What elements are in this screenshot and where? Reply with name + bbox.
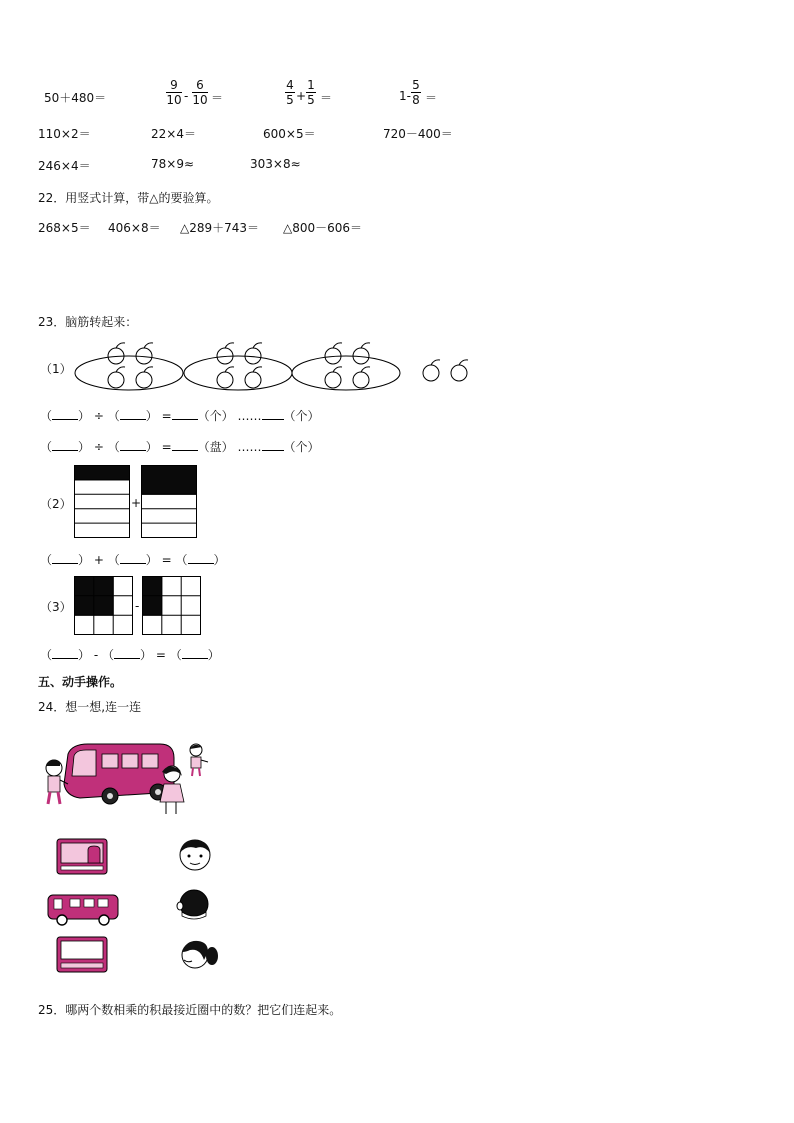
apple-icon	[108, 343, 125, 364]
apple-plates-figure	[70, 340, 480, 395]
apple-icon	[217, 343, 234, 364]
numerator: 9	[170, 78, 178, 92]
q23-part2-label: （2）	[40, 497, 72, 511]
expr-row2-4: 720－400＝	[383, 127, 453, 141]
expr-row2-3: 600×5＝	[263, 127, 316, 141]
q23-part1-label: （1）	[40, 362, 72, 376]
q22-title: 22．用竖式计算，带△的要验算。	[38, 191, 219, 205]
q23-part2-line: （ ） + （ ） = （ ）	[40, 553, 226, 567]
plus-sign: +	[131, 496, 142, 510]
denominator: 10	[166, 93, 182, 107]
plus-sign: +	[296, 89, 307, 103]
expr-row2-1: 110×2＝	[38, 127, 91, 141]
boy-head-back-icon	[176, 886, 212, 922]
expr-row3-1: 246×4＝	[38, 159, 91, 173]
apple-icon	[325, 367, 342, 388]
numerator: 6	[196, 78, 204, 92]
equals-sign: ＝	[425, 91, 438, 105]
minus-sign: -	[184, 89, 189, 103]
apple-icon	[136, 343, 153, 364]
numerator: 5	[412, 78, 420, 92]
denominator: 10	[192, 93, 208, 107]
expr-row2-2: 22×4＝	[151, 127, 196, 141]
q23-part3-label: （3）	[40, 600, 72, 614]
denominator: 8	[412, 93, 420, 107]
q22-item-3: △289＋743＝	[180, 221, 260, 235]
girl-head-side-icon	[178, 936, 220, 972]
equals-sign: ＝	[320, 91, 333, 105]
numerator: 4	[286, 78, 294, 92]
apple-icon	[325, 343, 342, 364]
q23-part1-line2: （ ） ÷ （ ） = （盘） …… （个）	[40, 440, 320, 454]
bus-front-view	[56, 838, 108, 876]
numerator: 1	[307, 78, 315, 92]
equals-sign: ＝	[211, 91, 224, 105]
apple-icon	[353, 343, 370, 364]
bus-children-scene	[40, 740, 215, 820]
q23-title: 23．脑筋转起来：	[38, 315, 138, 329]
boy-face-front-icon	[176, 836, 214, 872]
apple-icon	[245, 367, 262, 388]
q23-part1-line1: （ ） ÷ （ ） = （个） …… （个）	[40, 409, 320, 423]
q22-item-4: △800－606＝	[283, 221, 363, 235]
denominator: 5	[286, 93, 294, 107]
apple-icon	[423, 360, 440, 381]
q22-item-1: 268×5＝	[38, 221, 91, 235]
expr-50-plus-480: 50＋480＝	[44, 91, 107, 105]
bus-back-view	[56, 936, 108, 974]
expr-row3-2: 78×9≈	[151, 157, 195, 171]
apple-icon	[353, 367, 370, 388]
section5-title: 五、动手操作。	[38, 675, 123, 689]
apple-icon	[108, 367, 125, 388]
denominator: 5	[307, 93, 315, 107]
whole-minus: 1-	[399, 89, 411, 103]
minus-sign: -	[135, 599, 140, 613]
apple-icon	[136, 367, 153, 388]
q25-title: 25．哪两个数相乘的积最接近圈中的数？把它们连起来。	[38, 1003, 342, 1017]
apple-icon	[245, 343, 262, 364]
q23-part3-line: （ ） - （ ） = （ ）	[40, 648, 220, 662]
q22-item-2: 406×8＝	[108, 221, 161, 235]
apple-icon	[217, 367, 234, 388]
bus-side-view	[46, 893, 120, 927]
q24-title: 24．想一想,连一连	[38, 700, 142, 714]
expr-row3-3: 303×8≈	[250, 157, 301, 171]
apple-icon	[451, 360, 468, 381]
